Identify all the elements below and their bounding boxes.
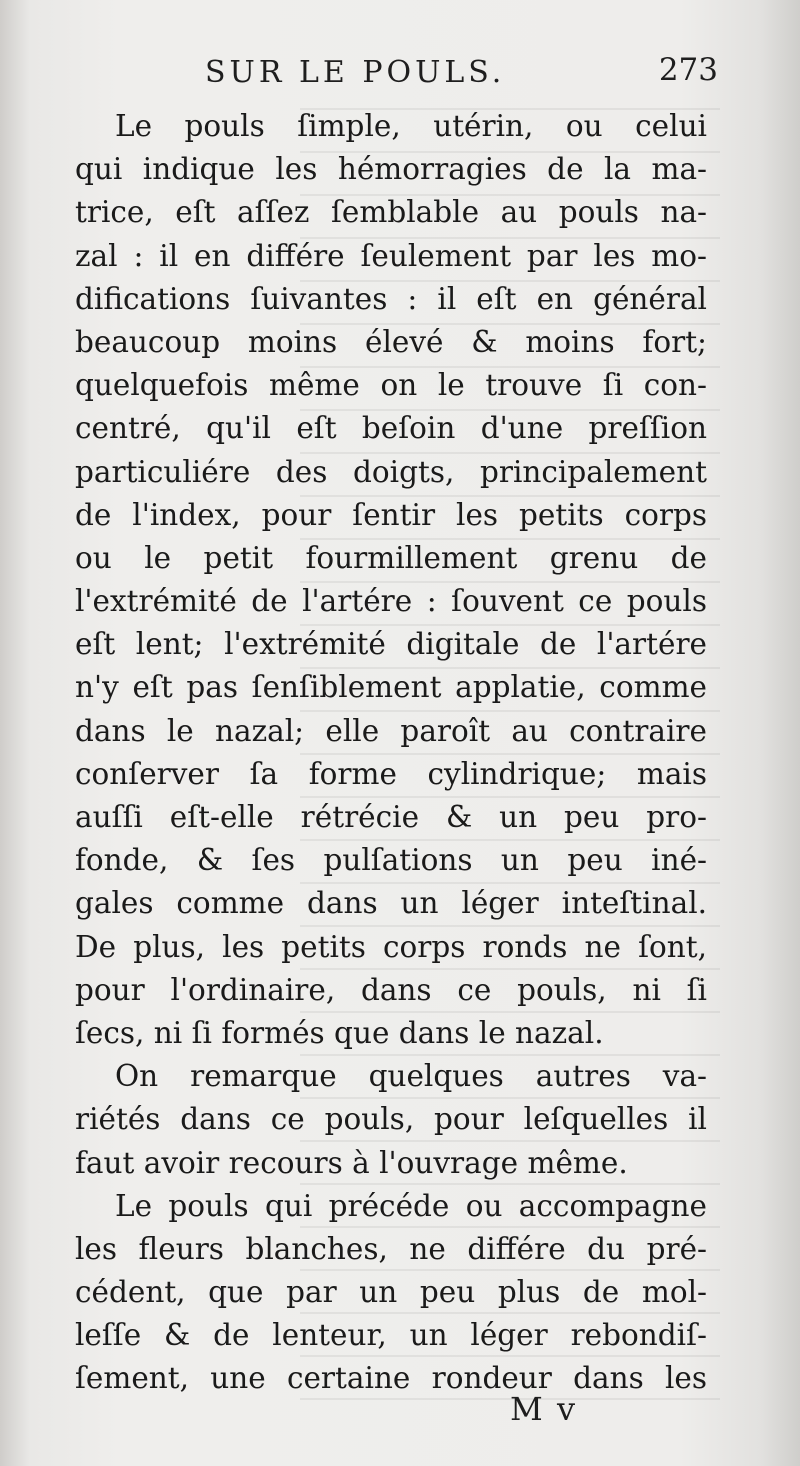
paragraph-1: [75, 105, 707, 1055]
text-line: zal : il en différe ſeulement par les mo-: [75, 238, 707, 273]
text-line: fonde, & ſes pulſations un peu iné-: [75, 843, 707, 878]
text-line: ſecs, ni ſi formés que dans le nazal.: [75, 1015, 604, 1050]
text-line: difications ſuivantes : il eſt en général: [75, 281, 707, 316]
text-line: quelquefois même on le trouve ſi con-: [75, 368, 707, 403]
signature-mark: M v: [510, 1390, 578, 1428]
running-title: SUR LE POULS.: [205, 55, 506, 90]
text-line: eſt lent; l'extrémité digitale de l'artére: [75, 627, 707, 662]
text-line: trice, eſt aſſez ſemblable au pouls na-: [75, 195, 707, 230]
body-text: [75, 105, 707, 1401]
text-line: conſerver ſa forme cylindrique; mais: [75, 756, 707, 791]
page-number: 273: [658, 52, 718, 88]
text-line: Le pouls ſimple, utérin, ou celui: [115, 109, 707, 143]
text-line: centré, qu'il eſt beſoin d'une preſſion: [75, 411, 707, 446]
text-line: l'extrémité de l'artére : ſouvent ce pouls: [75, 584, 707, 619]
text-line: particuliére des doigts, principalement: [75, 454, 707, 489]
text-line: ou le petit fourmillement grenu de: [75, 540, 707, 575]
paragraph-2: [75, 1055, 707, 1185]
text-line: De plus, les petits corps ronds ne ſont,: [75, 929, 707, 964]
text-line: gales comme dans un léger inteſtinal.: [75, 886, 707, 921]
text-line: Le pouls qui précéde ou accompagne: [115, 1188, 707, 1223]
text-line: riétés dans ce pouls, pour leſquelles il: [75, 1102, 707, 1137]
text-line: de l'index, pour ſentir les petits corps: [75, 497, 707, 532]
text-line: auſſi eſt-elle rétrécie & un peu pro-: [75, 800, 707, 834]
text-line: pour l'ordinaire, dans ce pouls, ni ſi: [75, 972, 707, 1007]
text-line: On remarque quelques autres va-: [115, 1059, 707, 1094]
paragraph-3: [75, 1185, 707, 1401]
text-line: qui indique les hémorragies de la ma-: [75, 152, 707, 187]
text-line: les fleurs blanches, ne différe du pré-: [75, 1231, 707, 1266]
text-line: n'y eſt pas ſenſiblement applatie, comme: [75, 670, 707, 705]
text-line: cédent, que par un peu plus de mol-: [75, 1275, 707, 1310]
text-line: dans le nazal; elle paroît au contraire: [75, 713, 707, 748]
text-line: leſſe & de lenteur, un léger rebondiſ-: [75, 1318, 707, 1353]
text-line: beaucoup moins élevé & moins fort;: [75, 324, 707, 359]
text-line: ſement, une certaine rondeur dans les: [75, 1361, 707, 1396]
text-line: faut avoir recours à l'ouvrage même.: [75, 1145, 628, 1180]
